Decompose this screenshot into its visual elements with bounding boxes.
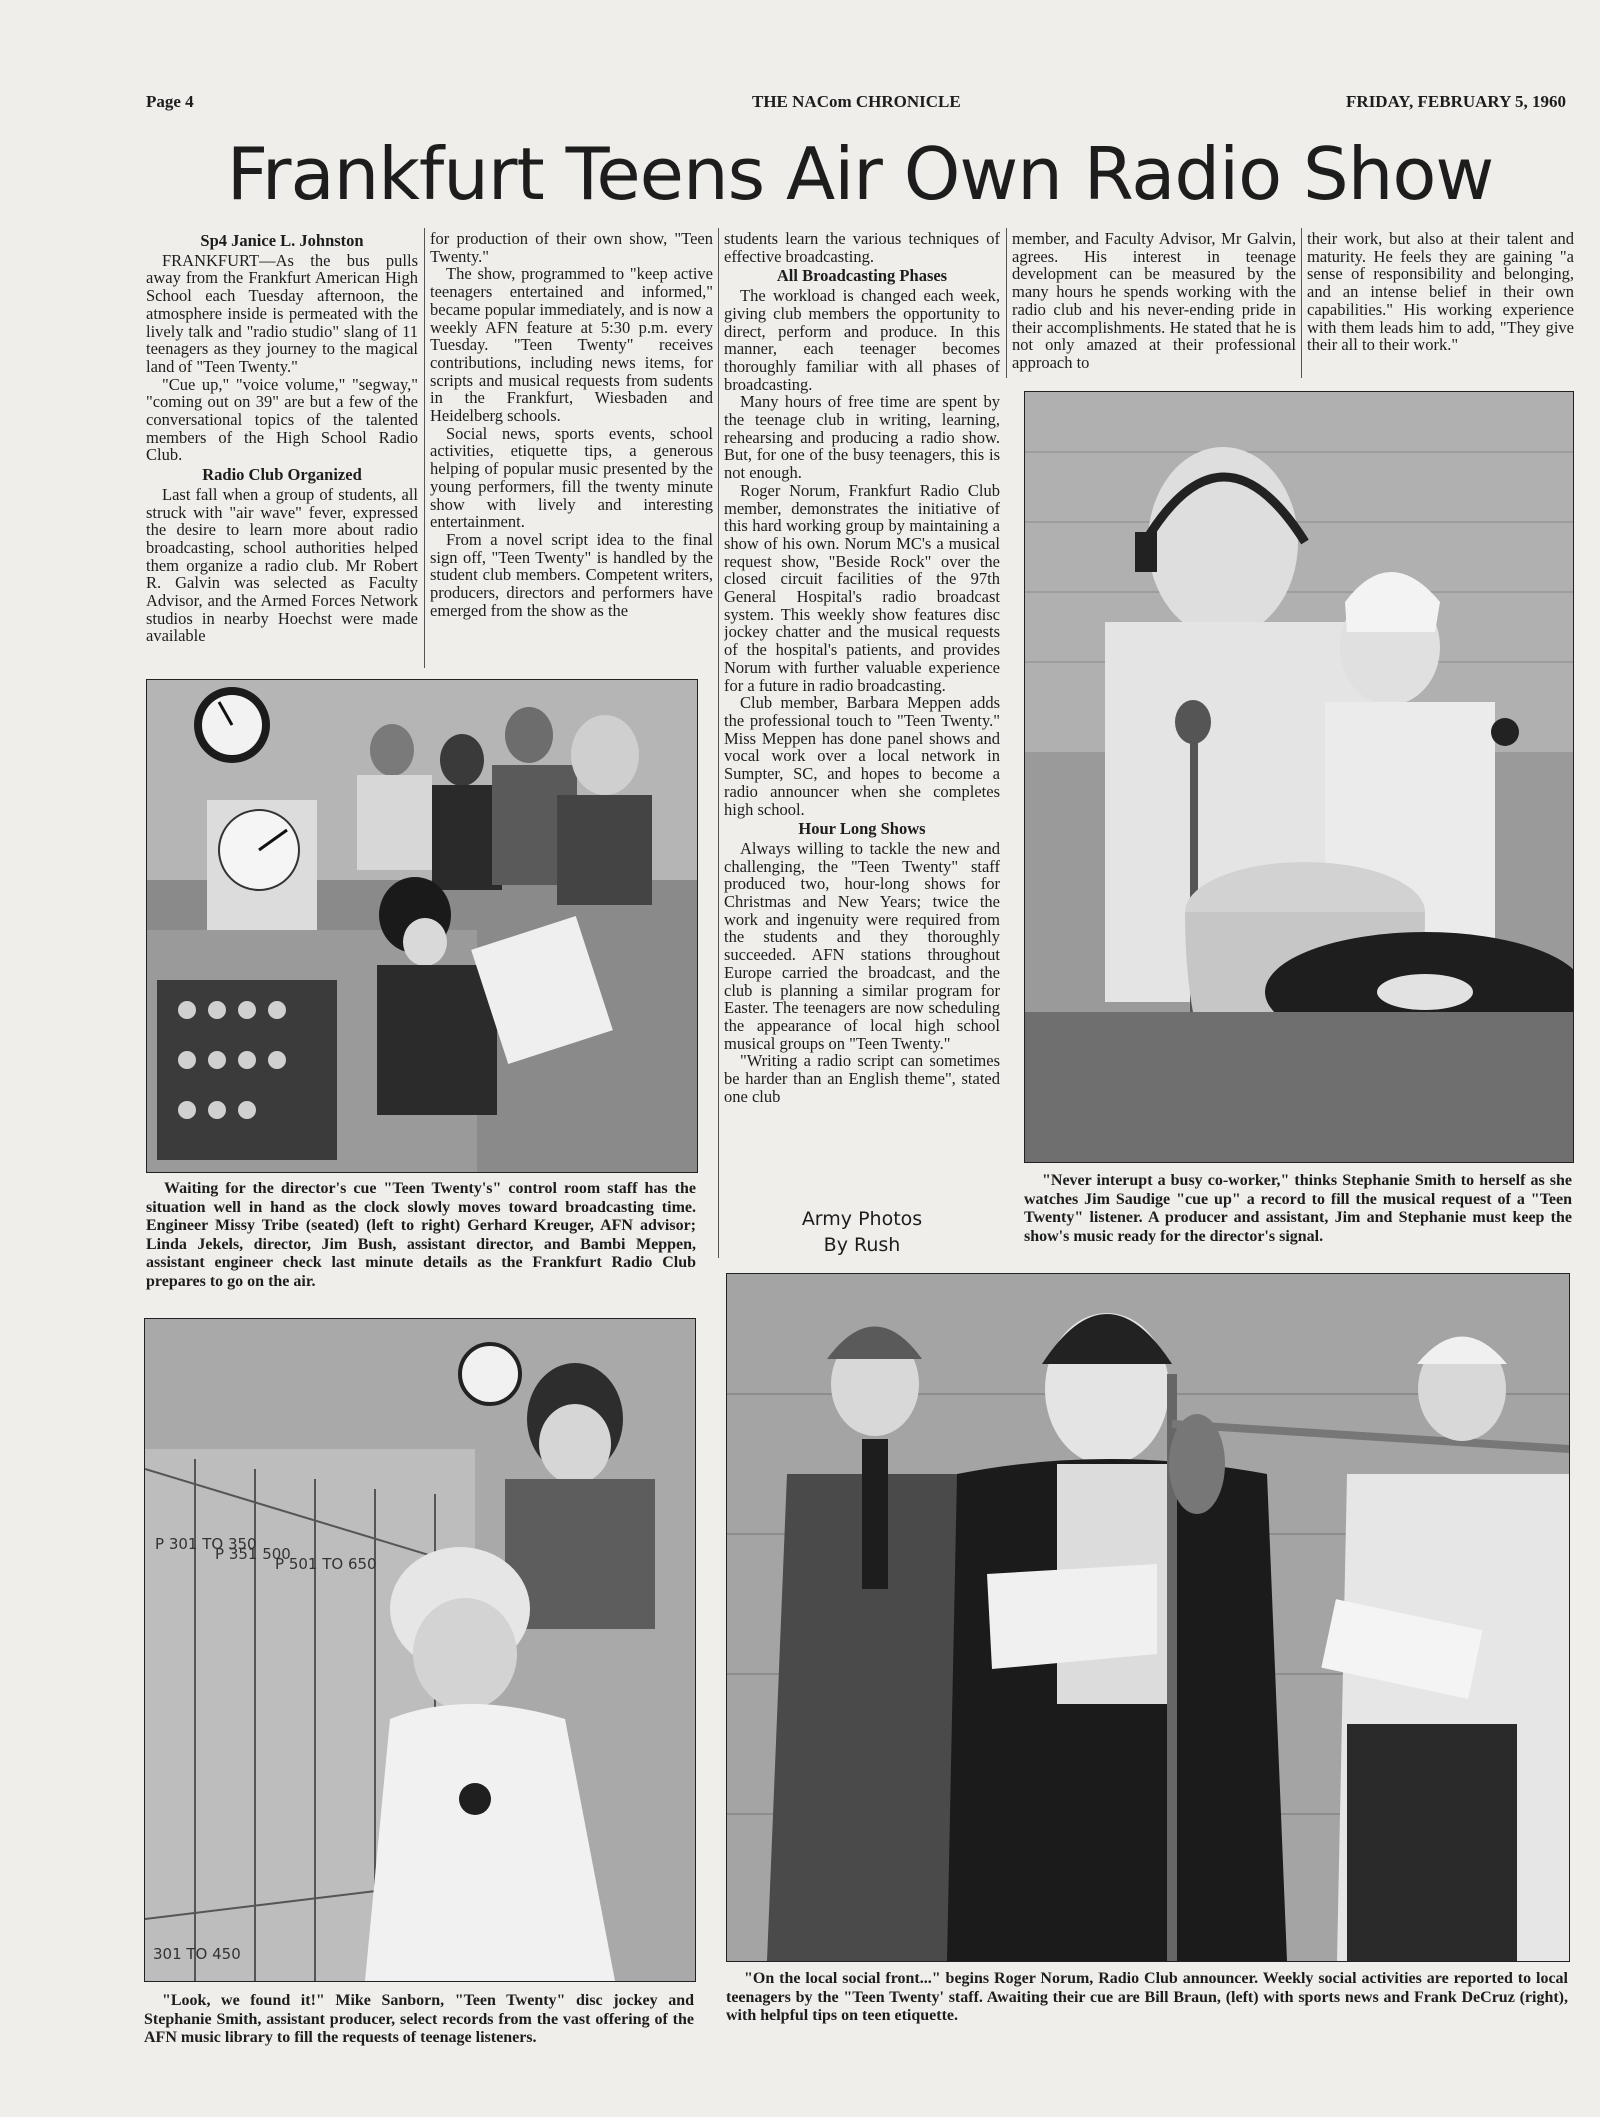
paragraph: Social news, sports events, school activities, etiquette tips, a generous helping of popular music presented by the young performers, fill the twenty minute show with lively and interesting entertainment. (430, 423, 713, 532)
photo-caption (146, 1180, 696, 1298)
shelf-label: P 501 TO 650 (275, 1555, 377, 1573)
paragraph: "Cue up," "voice volume," "segway," "coming out on 39" are but a few of the conversational topics of the talented members of the High School Radio Club. (146, 374, 418, 465)
caption-text: "Never interupt a busy co-worker," thinks Stephanie Smith to herself as she watches Jim Saudige "cue up" a record to fill the musical request of a "Teen Twenty" listener. A producer and assistant, Jim and Stephanie must keep the show's music ready for the director's signal. (1024, 1172, 1572, 1245)
page-number: Page 4 (146, 92, 194, 111)
paragraph: "Writing a radio script can sometimes be harder than an English theme", stated one club (724, 1051, 1000, 1106)
photo-control-room (146, 679, 698, 1173)
paragraph: member, and Faculty Advisor, Mr Galvin, agrees. His interest in teenage development can be measured by the many hours he spends working with the radio club and his never-ending pride in their accomplishments. He stated that he is not only amazed at their professional approach to (1012, 230, 1296, 372)
photo-music-library (144, 1318, 696, 1982)
masthead (146, 92, 1566, 118)
turntable-illustration (1025, 392, 1573, 1162)
photo-caption (144, 1992, 694, 2074)
photo-credit (724, 1206, 1000, 1262)
newspaper-name: THE NACom CHRONICLE (752, 92, 961, 111)
subheading: Radio Club Organized (202, 465, 362, 485)
photo-announcer (726, 1273, 1570, 1962)
announcer-illustration (727, 1274, 1569, 1961)
column-rule (424, 228, 425, 668)
column-rule (1006, 228, 1007, 378)
caption-text: "Look, we found it!" Mike Sanborn, "Teen Twenty" disc jockey and Stephanie Smith, assistant producer, select records from the vast offering of the AFN music library to fill the requests of teenage listeners. (144, 1992, 694, 2047)
paragraph: The show, programmed to "keep active teenagers entertained and informed," became popular immediately, and is now a weekly AFN feature at 5:30 p.m. every Tuesday. "Teen Twenty" receives contributions, including news items, for scripts and musical requests from sudents in the Frankfurt, Wiesbaden and Heidelberg schools. (430, 264, 713, 426)
photo-credit-line: By Rush (823, 1234, 901, 1256)
caption-text: Waiting for the director's cue "Teen Twenty's" control room staff has the situation well in hand as the clock slowly moves toward broadcasting time. Engineer Missy Tribe (seated) (left to right) Gerhard Kreuger, AFN advisor; Linda Jekels, director, Jim Bush, assistant director, and Bambi Meppen, assistant engineer check last minute details as the Frankfurt Radio Club prepares to go on the air. (146, 1180, 696, 1290)
photo-caption (1024, 1172, 1572, 1268)
paragraph: Always willing to tackle the new and challenging, the "Teen Twenty" staff produced two, hour-long shows for Christmas and New Years; twice the work and ingenuity were required from the students and they thoroughly succeeded. AFN stations throughout Europe carried the broadcast, and the club is planning a similar program for Easter. The teenagers are now scheduling the appearance of local high school musical groups on "Teen Twenty." (724, 838, 1000, 1053)
photo-caption (726, 1970, 1568, 2052)
paragraph: for production of their own show, "Teen Twenty." (430, 230, 713, 266)
shelf-label: P 301 TO 350 (155, 1535, 257, 1553)
paragraph: students learn the various techniques of effective broadcasting. (724, 230, 1000, 266)
headline: Frankfurt Teens Air Own Radio Show (226, 132, 1494, 216)
byline: Sp4 Janice L. Johnston (200, 231, 364, 250)
paragraph: Roger Norum, Frankfurt Radio Club member, demonstrates the initiative of this hard working group by maintaining a show of his own. Norum MC's a musical request show, "Beside Rock" over the closed circuit facilities of the 97th General Hospital's radio broadcast system. This weekly show features disc jockey chatter and the musical requests of the hospital's patients, and provides Norum with further valuable experience for a future in radio broadcasting. (724, 480, 1000, 695)
article-column-4 (1012, 230, 1296, 380)
paragraph: their work, but also at their talent and maturity. He feels they are gaining "a sense of responsibility and belonging, and an intense belief in their own capabilities." His working experience with them leads him to add, "They give their all to their work." (1307, 230, 1574, 355)
subheading: Hour Long Shows (798, 819, 926, 839)
shelf-label: 301 TO 450 (153, 1945, 241, 1963)
paragraph: Many hours of free time are spent by the teenage club in writing, learning, rehearsing and producing a radio show. But, for one of the busy teenagers, this is not enough. (724, 392, 1000, 483)
photo-turntable (1024, 391, 1574, 1163)
control-room-illustration (147, 680, 697, 1172)
photo-credit-line: Army Photos (801, 1208, 923, 1230)
column-rule (1301, 228, 1302, 378)
music-library-illustration (145, 1319, 695, 1981)
issue-date: FRIDAY, FEBRUARY 5, 1960 (1346, 92, 1566, 111)
article-column-5 (1307, 230, 1574, 380)
paragraph: FRANKFURT—As the bus pulls away from the Frankfurt American High School each Tuesday afternoon, the atmosphere inside is permeated with the lively talk and "radio studio" slang of 11 teenagers as they journey to the magical land of "Teen Twenty." (146, 250, 418, 376)
caption-text: "On the local social front..." begins Roger Norum, Radio Club announcer. Weekly social activities are reported to local teenagers by the "Teen Twenty' staff. Awaiting their cue are Bill Braun, (left) with sports news and Frank DeCruz (right), with helpful tips on teen etiquette. (726, 1970, 1568, 2025)
article-column-1 (146, 230, 418, 666)
paragraph: Club member, Barbara Meppen adds the professional touch to "Teen Twenty." Miss Meppen has done panel shows and vocal work over a local network in Sumpter, SC, and hopes to become a radio announcer when she completes high school. (724, 693, 1000, 819)
paragraph: The workload is changed each week, giving club members the opportunity to direct, perform and produce. In this manner, each teenager becomes thoroughly familiar with all phases of broadcasting. (724, 286, 1000, 394)
article-column-3 (724, 230, 1000, 1240)
column-rule (718, 228, 719, 1258)
paragraph: From a novel script idea to the final sign off, "Teen Twenty" is handled by the student club members. Competent writers, producers, directors and performers have emerged from the show as the (430, 529, 713, 620)
paragraph: Last fall when a group of students, all struck with "air wave" fever, expressed the desire to learn more about radio broadcasting, school authorities helped them organize a radio club. Mr Robert R. Galvin was selected as Faculty Advisor, and the Armed Forces Network studios in nearby Hoechst were made available (146, 484, 418, 646)
article-column-2 (430, 230, 713, 666)
shelf-label: P 351 500 (215, 1545, 291, 1563)
subheading: All Broadcasting Phases (776, 266, 948, 286)
